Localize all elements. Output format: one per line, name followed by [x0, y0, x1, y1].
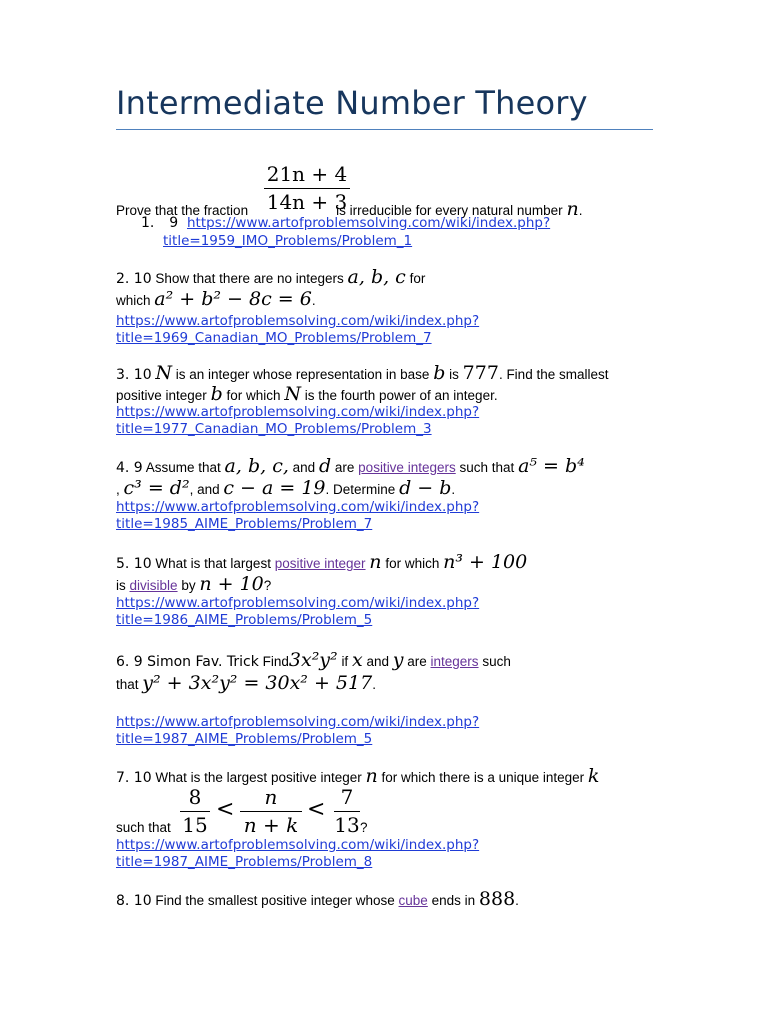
problem-2-end: .: [311, 293, 316, 308]
problem-4-link-cont[interactable]: title=1985_AIME_Problems/Problem_7: [116, 516, 373, 532]
problem-6-equation-2: y² + 3x²y² = 30x² + 517: [142, 672, 373, 694]
problem-6-text: are: [407, 654, 427, 669]
problem-1-end: .: [578, 203, 583, 218]
problem-6-text: and: [366, 654, 389, 669]
problem-6-equation-1: 3x²y²: [288, 649, 338, 671]
problem-7-link-cont[interactable]: title=1987_AIME_Problems/Problem_8: [116, 854, 373, 870]
problem-6-var-y: y: [392, 649, 404, 671]
problem-4-equation-2: c³ = d²: [123, 477, 190, 499]
fraction-numerator: 8: [188, 785, 202, 809]
fraction-bar: [180, 811, 210, 812]
problem-6-number: 6. 9 Simon Fav. Trick: [116, 654, 259, 670]
problem-6-text: that: [116, 677, 139, 692]
problem-4-var-d: d: [318, 455, 332, 477]
problem-4-number: 4. 9: [116, 460, 143, 476]
problem-4-equation-3: c − a = 19: [223, 477, 326, 499]
problem-2-text: Show that there are no integers: [155, 271, 344, 286]
problem-1-suffix: is irreducible for every natural number: [336, 203, 563, 218]
problem-6-text: Find: [262, 654, 289, 669]
less-than-symbol: <: [307, 797, 326, 822]
problem-5-number: 5. 10: [116, 556, 152, 572]
problem-3-number: 3. 10: [116, 367, 152, 383]
list-marker: 1.: [141, 215, 155, 231]
fraction-numerator: 7: [340, 785, 354, 809]
fraction-bar: [334, 811, 360, 812]
problem-7-fraction-2: [240, 785, 302, 837]
problem-5-link-cont[interactable]: title=1986_AIME_Problems/Problem_5: [116, 612, 373, 628]
problem-2-text: which: [116, 293, 151, 308]
problem-3-var-N: N: [155, 362, 173, 384]
problem-4-line-2: [116, 477, 455, 499]
problem-6-text: if: [341, 654, 349, 669]
problem-5-link[interactable]: https://www.artofproblemsolving.com/wiki/index.php?: [116, 595, 480, 611]
problem-5-equation-2: n + 10: [199, 573, 264, 595]
problem-2-vars: a, b, c: [347, 266, 406, 288]
problem-4-vars: a, b, c,: [224, 455, 289, 477]
problem-3-var-N: N: [284, 383, 301, 405]
problem-2-equation: a² + b² − 8c = 6: [154, 288, 312, 310]
problem-3-text: is an integer whose representation in base: [175, 367, 430, 382]
problem-3-text: is the fourth power of an integer.: [304, 388, 498, 403]
problem-4-text: . Determine: [325, 482, 396, 497]
problem-7-text: such that: [116, 820, 171, 835]
problem-3-text: is: [449, 367, 459, 382]
divisible-link[interactable]: divisible: [129, 578, 178, 593]
integers-link[interactable]: integers: [430, 654, 479, 669]
problem-8-line-1: [116, 888, 519, 910]
problem-1-link[interactable]: https://www.artofproblemsolving.com/wiki/index.php?: [187, 215, 551, 231]
fraction-denominator: 15: [182, 813, 208, 837]
positive-integer-link[interactable]: positive integer: [274, 556, 366, 571]
problem-4-equation-1: a⁵ = b⁴: [518, 455, 585, 477]
problem-7-line-1: [116, 765, 599, 787]
problem-7-link[interactable]: https://www.artofproblemsolving.com/wiki/index.php?: [116, 837, 480, 853]
problem-5-end: ?: [263, 578, 272, 593]
problem-6-end: .: [372, 677, 376, 692]
problem-8-text: Find the smallest positive integer whose: [155, 893, 395, 908]
cube-link[interactable]: cube: [398, 893, 428, 908]
problem-7-fraction-3: [334, 785, 360, 837]
problem-5-var-n: n: [369, 551, 382, 573]
problem-2-line-2: [116, 288, 316, 310]
problem-8-end: .: [515, 893, 519, 908]
problem-2-link-cont[interactable]: title=1969_Canadian_MO_Problems/Problem_7: [116, 330, 432, 346]
title-divider: [116, 129, 653, 130]
problem-5-line-2: [116, 573, 271, 595]
problem-1-score: 9: [169, 215, 179, 231]
problem-1-number: [141, 215, 178, 231]
problem-7-end: ?: [360, 820, 368, 835]
problem-3-line-2: [116, 383, 498, 405]
fraction-denominator: 13: [334, 813, 360, 837]
problem-2-line-1: [116, 266, 425, 288]
problem-6-var-x: x: [351, 649, 363, 671]
problem-4-text: Assume that: [145, 460, 221, 475]
problem-1-link-cont[interactable]: title=1959_IMO_Problems/Problem_1: [163, 233, 413, 249]
problem-5-text: for which: [385, 556, 440, 571]
problem-5-line-1: [116, 551, 527, 573]
problem-3-text: . Find the smallest: [498, 367, 609, 382]
problem-4-text: , and: [189, 482, 220, 497]
problem-7-number: 7. 10: [116, 770, 152, 786]
problem-7-var-k: k: [587, 765, 600, 787]
page-title: Intermediate Number Theory: [116, 84, 588, 122]
positive-integers-link[interactable]: positive integers: [358, 460, 456, 475]
problem-4-end: .: [451, 482, 456, 497]
fraction-numerator: n: [264, 785, 278, 809]
problem-5-text: What is that largest: [155, 556, 271, 571]
problem-8-value: 888: [478, 888, 516, 910]
problem-3-var-b: b: [210, 383, 223, 405]
problem-6-line-1: [116, 649, 511, 671]
problem-6-link[interactable]: https://www.artofproblemsolving.com/wiki/index.php?: [116, 714, 480, 730]
less-than-symbol: <: [216, 797, 235, 822]
problem-1-var: n: [566, 198, 579, 220]
problem-7-text: for which there is a unique integer: [381, 770, 585, 785]
problem-5-equation-1: n³ + 100: [443, 551, 528, 573]
problem-3-link[interactable]: https://www.artofproblemsolving.com/wiki/index.php?: [116, 404, 480, 420]
problem-7-text: What is the largest positive integer: [155, 770, 362, 785]
problem-6-link-cont[interactable]: title=1987_AIME_Problems/Problem_5: [116, 731, 373, 747]
fraction-denominator: 14n + 3: [266, 190, 348, 214]
problem-7-fraction-1: [180, 785, 210, 837]
problem-3-value: 777: [462, 362, 499, 384]
problem-2-text: for: [409, 271, 426, 286]
problem-3-text: positive integer: [116, 388, 207, 403]
problem-3-link-cont[interactable]: title=1977_Canadian_MO_Problems/Problem_3: [116, 421, 432, 437]
problem-4-text: and: [292, 460, 316, 475]
problem-3-var-b: b: [433, 362, 446, 384]
problem-3-line-1: [116, 362, 608, 384]
problem-7-such-that: [116, 820, 171, 835]
problem-8-text: ends in: [431, 893, 476, 908]
fraction-bar: [240, 811, 302, 812]
problem-2-number: 2. 10: [116, 271, 152, 287]
problem-2-link[interactable]: https://www.artofproblemsolving.com/wiki/index.php?: [116, 313, 480, 329]
problem-3-text: for which: [226, 388, 281, 403]
problem-4-text: such that: [459, 460, 515, 475]
problem-4-lead: ,: [116, 482, 120, 497]
fraction-bar: [264, 188, 350, 189]
problem-6-text: such: [482, 654, 511, 669]
problem-4-text: are: [334, 460, 355, 475]
problem-5-text: by: [181, 578, 196, 593]
fraction-denominator: n + k: [243, 813, 299, 837]
problem-5-text: is: [116, 578, 126, 593]
problem-8-number: 8. 10: [116, 893, 152, 909]
problem-1-prefix: Prove that the fraction: [116, 203, 249, 218]
problem-4-line-1: [116, 455, 585, 477]
fraction-numerator: 21n + 4: [266, 162, 348, 186]
problem-7-var-n: n: [365, 765, 378, 787]
problem-4-link[interactable]: https://www.artofproblemsolving.com/wiki/index.php?: [116, 499, 480, 515]
problem-4-equation-4: d − b: [399, 477, 452, 499]
problem-6-line-2: [116, 672, 376, 694]
